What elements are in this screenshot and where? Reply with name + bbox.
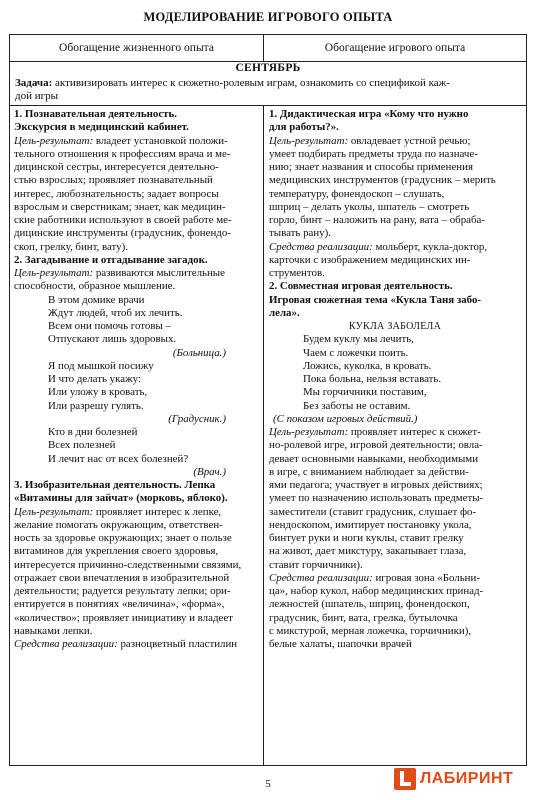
column-divider [263, 105, 264, 765]
text-line [269, 188, 521, 201]
line-text: разноцветный пластилин [117, 638, 238, 650]
line-text: нендоскопом, имитирует постановку укола, [269, 518, 472, 531]
line-text: проявляет интерес к лепке, [93, 505, 222, 518]
line-text: тывать рану). [269, 227, 331, 240]
header-right: Обогащение игрового опыта [324, 42, 466, 54]
line-text: ца», набор кукол, набор медицинских принад- [269, 585, 484, 597]
right-column [269, 108, 521, 651]
line-text: Чаем с ложечки поить. [303, 346, 409, 359]
text-line [269, 625, 521, 638]
text-line [14, 280, 260, 293]
text-line [269, 320, 521, 333]
text-line [14, 347, 260, 360]
line-text: умеет по назначению использовать предметы- [269, 492, 484, 505]
text-line [269, 121, 521, 134]
text-line [14, 294, 260, 307]
text-line [14, 519, 260, 532]
line-text: Или уложу в кровать, [48, 386, 148, 399]
text-line [14, 227, 260, 240]
text-line [269, 267, 521, 280]
text-line [14, 559, 260, 572]
text-line [14, 598, 260, 611]
line-text: (Больница.) [172, 346, 226, 359]
line-text: ность за здоровье окружающих; знает о пользе [14, 532, 232, 544]
line-text: развиваются мыслительные [93, 267, 225, 279]
task-text-2: дой игры [15, 90, 59, 103]
text-line [269, 479, 521, 492]
text-line [269, 545, 521, 558]
line-text: владеет установкой положи- [93, 134, 228, 147]
text-line [269, 426, 521, 439]
text-line [14, 254, 260, 267]
line-text: на живот, дает микстуру, закапывает глаза, [269, 545, 467, 558]
line-text: ские работники используют в своей работе ме- [14, 214, 232, 226]
line-text: девает основными навыками, необходимыми [269, 452, 479, 465]
text-line [14, 373, 260, 386]
line-text: 2. Загадывание и отгадывание загадок. [14, 253, 208, 266]
text-line [14, 241, 260, 254]
text-line [14, 572, 260, 585]
line-text: В этом домике врачи [48, 293, 145, 306]
line-text: шприц – делать уколы, шпатель – смотреть [269, 200, 470, 213]
line-text: температуру, фонендоскоп – слушать, [269, 187, 445, 200]
text-line [269, 161, 521, 174]
text-line [14, 174, 260, 187]
text-line [269, 241, 521, 254]
text-line [14, 386, 260, 399]
text-line [269, 307, 521, 320]
line-text: Ждут людей, чтоб их лечить. [48, 306, 183, 319]
line-text: дицинские инструменты (градусник, фонендо- [14, 227, 231, 240]
line-text: «количество»; проявляет инициативу и владеет [14, 611, 233, 624]
table-header [10, 35, 526, 62]
line-text: медицинских инструментов (градусник – мерить [269, 174, 496, 187]
text-line [269, 492, 521, 505]
text-line [14, 267, 260, 280]
text-line [269, 280, 521, 293]
line-text: Или разрешу гулять. [48, 399, 144, 412]
line-text: Всех полезней [48, 439, 116, 452]
line-text: интерес, любознательность; задает вопросы [14, 187, 219, 200]
text-line [14, 426, 260, 439]
line-text: бинтует руки и ноги куклы, ставит грелку [269, 532, 464, 544]
task-text-1: активизировать интерес к сюжетно-ролевым играм, ознакомить со спецификой каж- [52, 77, 450, 89]
text-line [269, 360, 521, 373]
text-line [269, 572, 521, 585]
text-line [14, 108, 260, 121]
line-text: Без заботы не оставим. [303, 399, 411, 412]
month-heading: СЕНТЯБРЬ [235, 62, 301, 74]
text-line [269, 453, 521, 466]
line-text: умеет подбирать предметы труда по назначе- [269, 147, 478, 160]
text-line [269, 294, 521, 307]
line-text: овладевает устной речью; [348, 134, 471, 147]
text-line [14, 479, 260, 492]
line-text: 2. Совместная игровая деятельность. [269, 280, 453, 293]
line-text: Игровая сюжетная тема «Кукла Таня забо- [269, 293, 482, 306]
line-text: Будем куклу мы лечить, [303, 333, 414, 346]
text-line [14, 532, 260, 545]
line-text: лела». [269, 306, 300, 319]
line-text: скоп, грелку, бинт, вату). [14, 240, 128, 253]
text-line [14, 121, 260, 134]
text-line [14, 625, 260, 638]
line-text: желание помогать окружающим, ответствен- [14, 518, 223, 531]
line-text: струментов. [269, 267, 325, 279]
line-text: проявляет интерес к сюжет- [348, 426, 481, 438]
header-left: Обогащение жизненного опыта [59, 42, 214, 54]
line-text: дицинской сестры, интересуется деятельно- [14, 161, 219, 173]
task-row [15, 77, 521, 104]
text-line [14, 320, 260, 333]
line-text: но-ролевой игре, игровой деятельности; овла- [269, 439, 483, 452]
text-line [269, 347, 521, 360]
line-text: навыками лепки. [14, 624, 93, 637]
text-line [14, 307, 260, 320]
line-text: Я под мышкой посижу [48, 359, 154, 372]
field-label: Цель-результат: [269, 134, 349, 147]
line-text: Отпускают лишь здоровых. [48, 333, 177, 346]
text-line [14, 148, 260, 161]
text-line [269, 148, 521, 161]
page-number: 5 [265, 778, 271, 790]
line-text: белые халаты, шапочки врачей [269, 638, 412, 650]
line-text: «Витамины для зайчат» (морковь, яблоко). [14, 492, 228, 505]
text-line [269, 585, 521, 598]
text-line [269, 373, 521, 386]
line-text: мольберт, кукла-доктор, [372, 240, 488, 253]
text-line [14, 612, 260, 625]
experience-table [9, 34, 527, 766]
line-text: отражает свои впечатления в изобразительной [14, 571, 230, 584]
text-line [269, 386, 521, 399]
line-text: взрослым и сверстникам; знает, как медицин- [14, 200, 226, 213]
line-text: деятельности; радуется результату лепки; ори- [14, 585, 231, 597]
line-text: градусник, бинт, вата, грелка, бутылочка [269, 611, 458, 624]
text-line [14, 466, 260, 479]
line-text: И что делать укажу: [48, 373, 141, 385]
text-line [269, 506, 521, 519]
line-text: И лечит нас от всех болезней? [48, 452, 189, 465]
line-text: для работы?». [269, 121, 339, 134]
text-line [269, 254, 521, 267]
line-text: 1. Дидактическая игра «Кому что нужно [269, 108, 469, 120]
line-text: Мы горчичники поставим, [303, 386, 427, 399]
line-text: Пока больна, нельзя вставать. [303, 373, 442, 385]
line-text: Всем они помочь готовы – [48, 320, 171, 332]
text-line [269, 201, 521, 214]
line-text: лежностей (шпатель, шприц, фонендоскоп, [269, 598, 470, 611]
line-text: (Врач.) [193, 465, 226, 478]
field-label: Цель-результат: [269, 426, 349, 438]
text-line [14, 201, 260, 214]
text-line [14, 135, 260, 148]
text-line [269, 135, 521, 148]
text-line [14, 413, 260, 426]
line-text: тельного отношения к профессиям врача и ме- [14, 147, 231, 160]
text-line [269, 174, 521, 187]
text-line [14, 333, 260, 346]
line-text: способности, образное мышление. [14, 280, 176, 293]
line-text: Экскурсия в медицинский кабинет. [14, 121, 189, 134]
line-text: ставит горчичники). [269, 558, 363, 571]
text-line [269, 466, 521, 479]
text-line [269, 227, 521, 240]
line-text: Ложись, куколка, в кровать. [303, 359, 432, 372]
page-title: МОДЕЛИРОВАНИЕ ИГРОВОГО ОПЫТА [143, 10, 393, 24]
line-text: витаминов для укрепления своего здоровья, [14, 545, 219, 558]
line-text: ями педагога; участвует в игровых действиях; [269, 479, 483, 491]
text-line [14, 439, 260, 452]
line-text: интересуется причинно-следственными связями, [14, 558, 242, 571]
line-text: нию; знает названия и способы применения [269, 161, 473, 173]
text-line [269, 598, 521, 611]
line-text: КУКЛА ЗАБОЛЕЛА [348, 321, 442, 332]
line-text: стью взрослых; проявляет познавательный [14, 174, 213, 187]
field-label: Цель-результат: [14, 134, 94, 147]
line-text: ентируется в понятиях «величина», «форма», [14, 598, 225, 611]
text-line [14, 492, 260, 505]
line-text: с микстурой, мерная ложечка, горчичники), [269, 624, 472, 637]
line-text: в игре, с вниманием наблюдает за действи- [269, 465, 469, 478]
line-text: заместители (ставит градусник, слушает фо- [269, 505, 477, 518]
text-line [14, 453, 260, 466]
text-line [269, 214, 521, 227]
text-line [14, 161, 260, 174]
text-line [269, 439, 521, 452]
line-text: карточки с изображением медицинских ин- [269, 253, 471, 266]
field-label: Средства реализации: [14, 638, 118, 650]
brand-watermark: ЛАБИРИНТ [420, 770, 514, 787]
text-line [14, 360, 260, 373]
line-text: 3. Изобразительная деятельность. Лепка [14, 479, 216, 491]
line-text: игровая зона «Больни- [372, 571, 480, 584]
text-line [14, 585, 260, 598]
field-label: Средства реализации: [269, 571, 373, 584]
line-text: Кто в дни болезней [48, 426, 138, 438]
task-label: Задача: [15, 77, 53, 89]
text-line [14, 214, 260, 227]
text-line [269, 559, 521, 572]
line-text: 1. Познавательная деятельность. [14, 108, 178, 120]
text-line [269, 108, 521, 121]
text-line [269, 413, 521, 426]
field-label: Цель-результат: [14, 267, 94, 279]
text-line [269, 400, 521, 413]
text-line [269, 612, 521, 625]
line-text: (Градусник.) [168, 412, 226, 425]
text-line [14, 506, 260, 519]
text-line [14, 400, 260, 413]
text-line [269, 532, 521, 545]
text-line [269, 333, 521, 346]
text-line [269, 519, 521, 532]
text-line [269, 638, 521, 651]
field-label: Средства реализации: [269, 240, 373, 253]
text-line [14, 638, 260, 651]
left-column [14, 108, 260, 651]
line-text: (С показом игровых действий.) [273, 412, 418, 425]
text-line [14, 188, 260, 201]
line-text: горло, бинт – наложить на рану, вата – обраба- [269, 214, 486, 226]
text-line [14, 545, 260, 558]
field-label: Цель-результат: [14, 505, 94, 518]
row-divider [10, 105, 526, 106]
